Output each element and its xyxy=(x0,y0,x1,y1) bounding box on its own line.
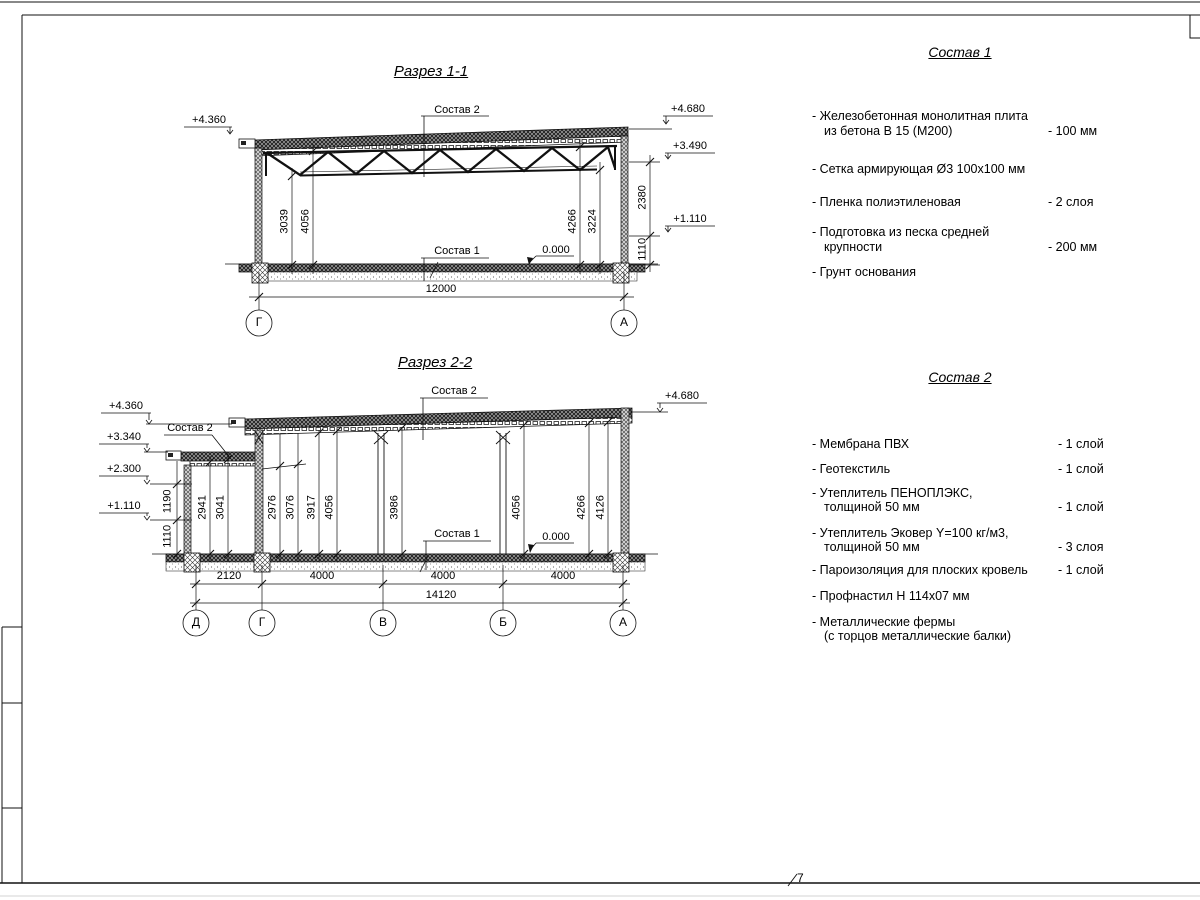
dim-label: 3917 xyxy=(305,495,318,520)
list-item-value: - 1 слой xyxy=(1058,437,1104,451)
list-item: - Сетка армирующая Ø3 100х100 мм xyxy=(812,162,1026,176)
list-item: крупности xyxy=(824,240,883,254)
list-item: - Пленка полиэтиленовая xyxy=(812,195,961,209)
list-item: толщиной 50 мм xyxy=(824,500,920,514)
dim-label: 3039 xyxy=(278,209,291,234)
section2-sostav2-left-label: Состав 2 xyxy=(167,422,213,434)
axis-bubble-a: А xyxy=(619,315,628,329)
dim-label: 4000 xyxy=(550,570,576,582)
axis-bubble-b: Б xyxy=(499,615,507,629)
dim-label-span: 12000 xyxy=(425,283,457,295)
dim-label: 1110 xyxy=(636,237,649,261)
dim-label: 4000 xyxy=(430,570,456,582)
axis-bubble-d: Д xyxy=(191,615,201,629)
section1-zero-mark: 0.000 xyxy=(542,244,570,256)
elevation-label: +1.110 xyxy=(107,500,141,512)
section2-zero-mark: 0.000 xyxy=(542,531,570,543)
list2-title: Состав 2 xyxy=(928,369,992,385)
dim-label: 3041 xyxy=(214,495,227,520)
dim-label: 1190 xyxy=(161,489,174,514)
section2-sostav1-label: Состав 1 xyxy=(434,528,480,540)
dim-label: 2380 xyxy=(636,185,649,210)
elevation-label: +3.340 xyxy=(107,431,141,443)
dim-label: 4126 xyxy=(594,495,607,520)
dim-label: 3076 xyxy=(284,495,297,520)
dim-label: 3224 xyxy=(586,209,599,234)
dim-label-total: 14120 xyxy=(425,589,457,601)
list-item: - Металлические фермы xyxy=(812,615,956,629)
list-item-value: - 3 слоя xyxy=(1058,540,1104,554)
list-item: толщиной 50 мм xyxy=(824,540,920,554)
section1-sostav2-label: Состав 2 xyxy=(434,104,480,116)
list-item: - Железобетонная монолитная плита xyxy=(812,109,1028,123)
elevation-label: +4.680 xyxy=(665,390,699,402)
list-item: - Геотекстиль xyxy=(812,462,891,476)
dim-label: 4056 xyxy=(299,209,312,234)
axis-bubble-g: Г xyxy=(255,315,263,329)
elevation-label: +2.300 xyxy=(107,463,141,475)
section-1-1-drawing xyxy=(184,116,715,336)
list1-title: Состав 1 xyxy=(928,44,992,60)
axis-bubble-a: А xyxy=(618,615,627,629)
list-item-value: - 200 мм xyxy=(1048,240,1098,254)
list-item: из бетона В 15 (М200) xyxy=(824,124,953,138)
elevation-label: +4.360 xyxy=(109,400,143,412)
section1-sostav1-label: Состав 1 xyxy=(434,245,480,257)
elevation-label: +1.110 xyxy=(673,213,707,225)
dim-label: 2976 xyxy=(266,495,279,520)
section1-title: Разрез 1-1 xyxy=(393,63,469,80)
elevation-label: +4.360 xyxy=(192,114,226,126)
dim-label: 4056 xyxy=(510,495,523,520)
list-item: - Подготовка из песка средней xyxy=(812,225,990,239)
list-item: - Мембрана ПВХ xyxy=(812,437,910,451)
section2-title: Разрез 2-2 xyxy=(397,354,473,371)
section2-sostav2-top-label: Состав 2 xyxy=(431,385,477,397)
list-item: - Утеплитель Эковер Y=100 кг/м3, xyxy=(812,526,1009,540)
list-item: - Пароизоляция для плоских кровель xyxy=(812,563,1028,577)
dim-label: 2941 xyxy=(196,495,209,520)
dim-label: 1110 xyxy=(161,524,174,548)
axis-bubble-g: Г xyxy=(258,615,266,629)
list-item-value: - 2 слоя xyxy=(1048,195,1094,209)
list-item: - Профнастил Н 114х07 мм xyxy=(812,589,970,603)
list-item-value: - 1 слой xyxy=(1058,500,1104,514)
list-item: (с торцов металлические балки) xyxy=(824,629,1012,643)
axis-bubble-v: В xyxy=(378,615,387,629)
elevation-label: +3.490 xyxy=(673,140,707,152)
dim-label: 3986 xyxy=(388,495,401,520)
list-item: - Утеплитель ПЕНОПЛЭКС, xyxy=(812,486,973,500)
list-item-value: - 100 мм xyxy=(1048,124,1098,138)
dim-label: 4056 xyxy=(323,495,336,520)
dim-label: 4000 xyxy=(309,570,335,582)
list-item-value: - 1 слой xyxy=(1058,563,1104,577)
dim-label: 4266 xyxy=(566,209,579,234)
dim-label: 2120 xyxy=(216,570,242,582)
elevation-label: +4.680 xyxy=(671,103,705,115)
page-number: 7 xyxy=(797,871,804,885)
list-item-value: - 1 слой xyxy=(1058,462,1104,476)
dim-label: 4266 xyxy=(575,495,588,520)
list-item: - Грунт основания xyxy=(812,265,917,279)
